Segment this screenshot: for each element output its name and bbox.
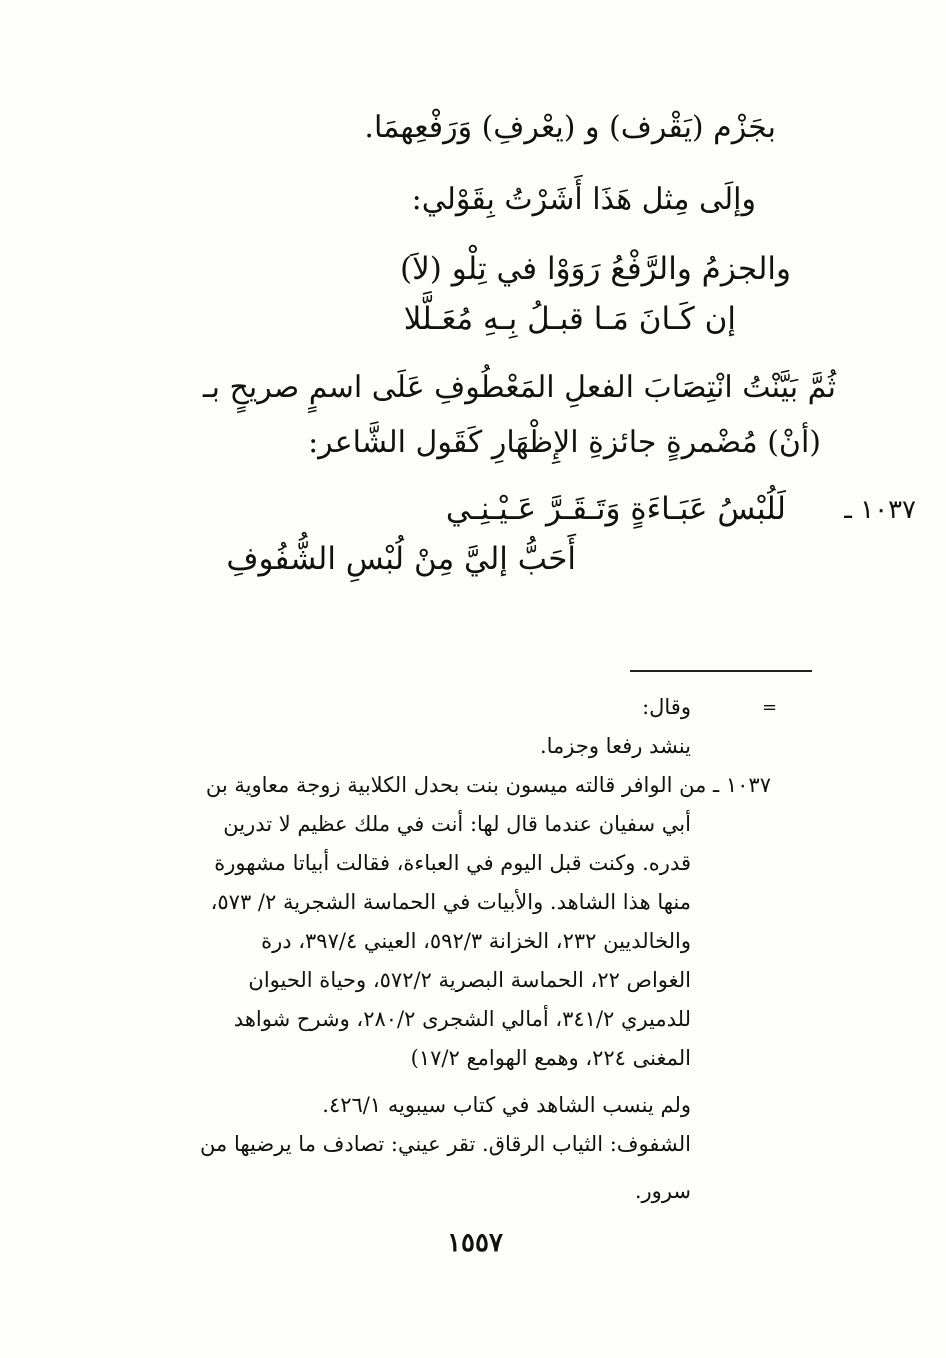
- footnote-line-8: الغواص ٢٢، الحماسة البصرية ٥٧٢/٢، وحياة الحيوان: [248, 968, 691, 992]
- footnote-separator: [630, 670, 812, 672]
- footnote-line-2: ينشد رفعا وجزما.: [539, 734, 691, 758]
- footnote-line-5: قدره. وكنت قبل اليوم في العباءة، فقالت أبياتا مشهورة: [214, 851, 691, 875]
- footnote-line-10: المغنى ٢٢٤، وهمع الهوامع ١٧/٢): [410, 1046, 691, 1070]
- footnote-line-3: ١٠٣٧ ـ من الوافر قالته ميسون بنت بحدل الكلابية زوجة معاوية بن: [205, 773, 771, 797]
- footnote-line-13: سرور.: [634, 1179, 691, 1203]
- poem-line-2: إن كَـانَ مَـا قبـلُ بِـهِ مُعَـلَّلا: [403, 301, 736, 337]
- footnote-line-7: والخالديين ٢٣٢، الخزانة ٥٩٢/٣، العيني ٣٩٧/٤، درة: [261, 929, 691, 953]
- body-line-2: وإلَى مِثل هَذَا أَشَرْتُ بِقَوْلي:: [411, 182, 756, 217]
- footnote-line-9: للدميري ٣٤١/٢، أمالي الشجرى ٢٨٠/٢، وشرح شواهد: [233, 1007, 691, 1031]
- continuation-mark: =: [762, 697, 778, 718]
- body-line-3: ثُمَّ بَيَّنْتُ انْتِصَابَ الفعلِ المَعْطُوفِ عَلَى اسمٍ صريحٍ بـ: [202, 370, 836, 405]
- verse-line-2: أَحَبُّ إليَّ مِنْ لُبْسِ الشُّفُوفِ: [226, 541, 576, 577]
- verse-line-1: لَلُبْسُ عَبَـاءَةٍ وَتَـقَـرَّ عَـيْـنِـي: [445, 491, 786, 527]
- verse-number: ١٠٣٧ ـ: [844, 495, 916, 525]
- footnote-line-11: ولم ينسب الشاهد في كتاب سيبويه ٤٢٦/١.: [322, 1093, 691, 1117]
- footnote-line-4: أبي سفيان عندما قال لها: أنت في ملك عظيم لا تدرين: [223, 812, 691, 836]
- body-line-4: (أنْ) مُضْمرةٍ جائزةِ الإِظْهَارِ كَقَول الشَّاعر:: [308, 425, 821, 460]
- footnote-line-6: منها هذا الشاهد. والأبيات في الحماسة الشجرية ٢/ ٥٧٣،: [210, 890, 691, 914]
- body-line-1: بجَزْم (يَقْرف) و (يعْرفِ) وَرَفْعِهمَا.: [364, 110, 776, 145]
- footnote-line-12: الشفوف: الثياب الرقاق. تقر عيني: تصادف ما يرضيها من: [200, 1132, 691, 1156]
- poem-line-1: والجزمُ والرَّفْعُ رَوَوْا في تِلْو (لاَ): [399, 251, 791, 287]
- footnote-line-1: وقال:: [642, 695, 691, 719]
- page-number: ١٥٥٧: [447, 1228, 503, 1258]
